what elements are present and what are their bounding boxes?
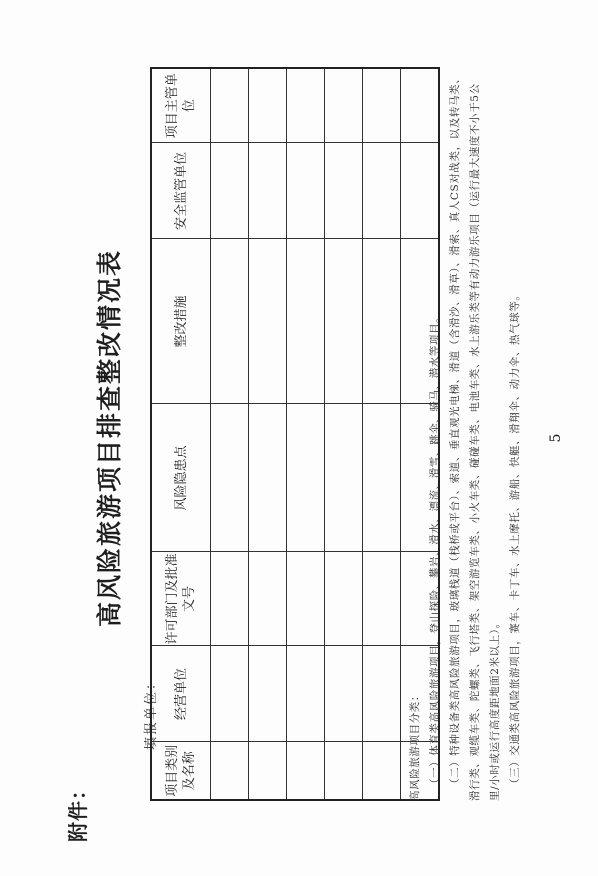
table-cell[interactable] (363, 646, 401, 742)
form-title: 高风险旅游项目排查整改情况表 (95, 249, 124, 628)
column-header-hazard: 风险隐患点 (151, 404, 211, 552)
table-cell[interactable] (363, 552, 401, 646)
table-cell[interactable] (363, 143, 401, 239)
table-row (287, 68, 325, 800)
table-cell[interactable] (249, 552, 287, 646)
table-cell[interactable] (249, 404, 287, 552)
table-cell[interactable] (249, 143, 287, 239)
table-cell[interactable] (211, 646, 249, 742)
table-cell[interactable] (249, 239, 287, 404)
notes-item-transport: （三）交通类高风险旅游项目，赛车、卡丁车、水上摩托、游船、快艇、滑翔伞、动力伞、热气球等。 (509, 289, 521, 789)
table-cell[interactable] (325, 646, 363, 742)
table-cell[interactable] (325, 404, 363, 552)
filler-unit-label: 填报单位： (144, 674, 159, 750)
notes-item-sports: （一）体育类高风险旅游项目，登山探险、攀岩、滑水、漂流、滑雪、跳伞、骑马、潜水等项目。 (429, 311, 441, 789)
table-header-row (151, 68, 211, 800)
table-cell[interactable] (363, 239, 401, 404)
table-cell[interactable] (287, 68, 325, 143)
table-row (211, 68, 249, 800)
table-cell[interactable] (363, 742, 401, 800)
table-row (249, 68, 287, 800)
rectification-table (150, 67, 440, 801)
table-cell[interactable] (287, 646, 325, 742)
table-cell[interactable] (325, 239, 363, 404)
classification-notes (405, 71, 525, 801)
column-header-authority: 项目主管单位 (151, 68, 211, 143)
table-row (325, 68, 363, 800)
table-row (363, 68, 401, 800)
table-cell[interactable] (211, 239, 249, 404)
table-cell[interactable] (249, 646, 287, 742)
page-number: 5 (548, 433, 564, 443)
table-cell[interactable] (287, 404, 325, 552)
table-cell[interactable] (211, 404, 249, 552)
table-cell[interactable] (211, 742, 249, 800)
column-header-license: 许可部门及批准文号 (151, 552, 211, 646)
column-header-supervisor: 安全监管单位 (151, 143, 211, 239)
table-cell[interactable] (363, 68, 401, 143)
table-cell[interactable] (363, 404, 401, 552)
table-cell[interactable] (325, 68, 363, 143)
table-cell[interactable] (325, 143, 363, 239)
table-cell[interactable] (211, 552, 249, 646)
table-cell[interactable] (287, 552, 325, 646)
table-cell[interactable] (211, 68, 249, 143)
table-cell[interactable] (211, 143, 249, 239)
column-header-operator: 经营单位 (151, 646, 211, 742)
table-cell[interactable] (287, 143, 325, 239)
attachment-label: 附件： (66, 779, 90, 842)
table-cell[interactable] (287, 239, 325, 404)
table-cell[interactable] (249, 68, 287, 143)
table-cell[interactable] (325, 742, 363, 800)
notes-heading: 高风险旅游项目分类： (409, 690, 421, 801)
column-header-measures: 整改措施 (151, 239, 211, 404)
table-cell[interactable] (287, 742, 325, 800)
table-cell[interactable] (249, 742, 287, 800)
column-header-category: 项目类别及名称 (151, 742, 211, 800)
notes-item-equipment: （二）特种设备类高风险旅游项目，玻璃栈道（栈桥或平台）、索道、垂直观光电梯、滑道（含滑沙、滑草）、滑索、真人CS对战类，以及转马类、滑行类、观缆车类、陀螺类、飞行塔类、架空游览车类、小火车类、碰碰车类、电池车类、水上游乐类等有动力游乐项目（运行最大速度不小于5公里/小时或运行高度距地面2米以上）。 (449, 72, 501, 801)
table-cell[interactable] (325, 552, 363, 646)
